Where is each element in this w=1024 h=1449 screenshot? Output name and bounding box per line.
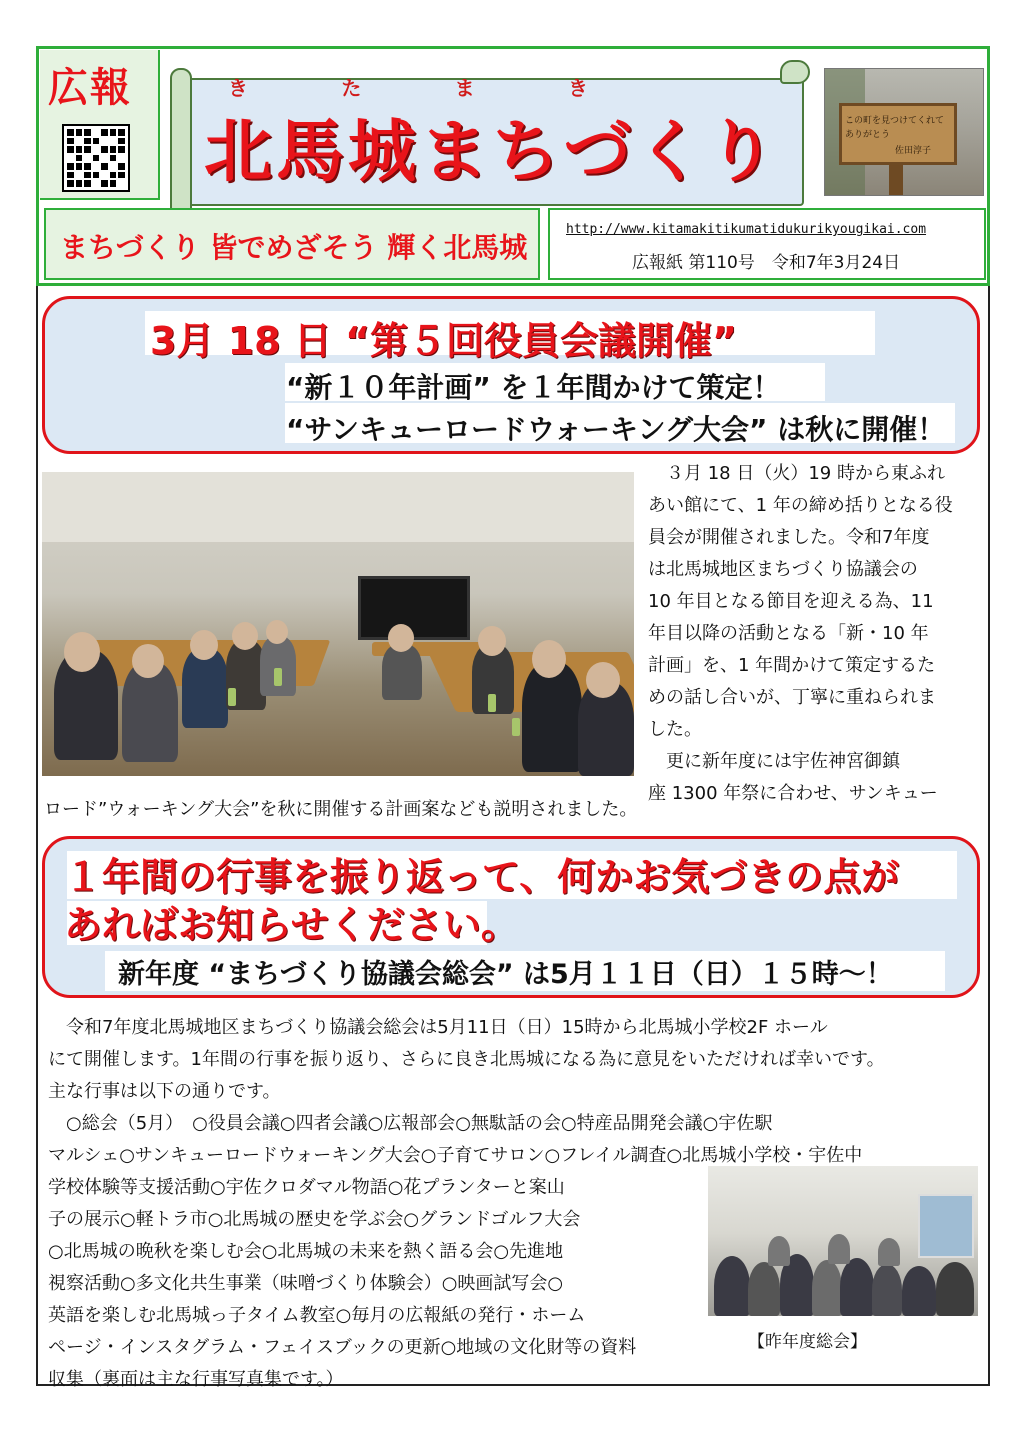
meeting-photo xyxy=(42,472,634,776)
person xyxy=(260,636,296,696)
sign-text: この町を見つけてくれて xyxy=(845,116,945,126)
window xyxy=(918,1194,974,1258)
text-line: ３月 18 日（火）19 時から東ふれ xyxy=(648,463,945,484)
ruby-char: ま xyxy=(454,76,475,100)
bottle xyxy=(274,668,282,686)
person xyxy=(182,648,228,728)
headline-2-title-line1: １年間の行事を振り返って、何かお気づきの点が xyxy=(64,855,900,899)
person-head xyxy=(190,630,218,660)
text-line: マルシェ○サンキューロードウォーキング大会○子育てサロン○フレイル調査○北馬城小学校・宇佐中 xyxy=(48,1145,863,1166)
issue-info: 広報紙 第110号 令和7年3月24日 xyxy=(632,253,901,273)
person xyxy=(714,1256,750,1316)
text-line: ○総会（5月） ○役員会議○四者会議○広報部会○無駄話の会○特産品開発会議○宇佐駅 xyxy=(48,1113,773,1134)
headline-1-sub2: “サンキューロードウォーキング大会” は秋に開催！ xyxy=(286,413,946,446)
text-line: ページ・インスタグラム・フェイスブックの更新○地域の文化財等の資料 xyxy=(48,1337,637,1358)
headline-1-title: 3月 18 日 “第５回役員会議開催” xyxy=(150,319,737,363)
signboard-photo xyxy=(824,68,984,196)
bottle xyxy=(228,688,236,706)
text-line: 子の展示○軽トラ市○北馬城の歴史を学ぶ会○グランドゴルフ大会 xyxy=(48,1209,581,1230)
person-head xyxy=(388,624,414,652)
person xyxy=(382,644,422,700)
person xyxy=(522,662,582,772)
text-line: した。 xyxy=(648,719,702,740)
sign-post xyxy=(889,165,903,196)
article-1-body xyxy=(648,458,988,810)
bottle xyxy=(512,718,520,736)
person-head xyxy=(132,644,164,678)
person xyxy=(748,1262,780,1316)
ruby-char: き xyxy=(567,76,588,100)
person-head xyxy=(266,620,288,644)
scroll-roll-left xyxy=(170,68,192,218)
qr-code-icon[interactable] xyxy=(62,124,130,192)
text-line: 令和7年度北馬城地区まちづくり協議会総会は5月11日（日）15時から北馬城小学校2F ホール xyxy=(48,1017,828,1038)
newsletter-title: 北馬城まちづくり xyxy=(204,113,780,192)
scroll-roll-right xyxy=(780,60,810,84)
headline-2-sub: 新年度 “まちづくり協議会総会” は5月１１日（日）１５時～！ xyxy=(118,959,893,990)
person xyxy=(936,1262,974,1316)
person xyxy=(840,1258,874,1316)
general-meeting-photo xyxy=(708,1166,978,1316)
website-link[interactable]: http://www.kitamakitikumatidukurikyougikai.com xyxy=(566,222,927,237)
text-line: 計画」を、1 年間かけて策定するた xyxy=(648,655,936,676)
headline-2-title-line2: あればお知らせください。 xyxy=(64,903,519,947)
sign-text: 佐田淳子 xyxy=(895,146,932,156)
headline-1-sub1: “新１０年計画” を１年間かけて策定！ xyxy=(286,371,781,404)
person xyxy=(828,1234,850,1264)
article-1-last-line xyxy=(44,794,984,826)
text-line: 英語を楽しむ北馬城っ子タイム教室○毎月の広報紙の発行・ホーム xyxy=(48,1305,586,1326)
text-line: あい館にて、1 年の締め括りとなる役 xyxy=(648,495,953,516)
title-ruby xyxy=(228,72,588,101)
person xyxy=(872,1264,902,1316)
text-line: にて開催します。1年間の行事を振り返り、さらに良き北馬城になる為に意見をいただければ幸いです。 xyxy=(48,1049,885,1070)
sign-text: ありがとう xyxy=(845,130,891,140)
ruby-char: た xyxy=(341,76,362,100)
text-line: 座 1300 年祭に合わせ、サンキュー xyxy=(648,783,938,804)
text-line: は北馬城地区まちづくり協議会の xyxy=(648,559,918,580)
text-line: 学校体験等支援活動○宇佐クロダマル物語○花プランターと案山 xyxy=(48,1177,565,1198)
person xyxy=(902,1266,936,1316)
person-head xyxy=(64,632,100,672)
text-line: 年目以降の活動となる「新・10 年 xyxy=(648,623,929,644)
person xyxy=(768,1236,790,1266)
person xyxy=(812,1260,842,1316)
person-head xyxy=(232,622,258,650)
ruby-char: き xyxy=(228,76,248,100)
text-line: ○北馬城の晩秋を楽しむ会○北馬城の未来を熱く語る会○先進地 xyxy=(48,1241,564,1262)
person-head xyxy=(586,662,620,698)
text-line: めの話し合いが、丁寧に重ねられま xyxy=(648,687,936,708)
kouhou-label: 広報 xyxy=(48,65,132,111)
text-line: 10 年目となる節目を迎える為、11 xyxy=(648,591,934,612)
text-line: 更に新年度には宇佐神宮御鎮 xyxy=(648,751,900,772)
text-line: 収集（裏面は主な行事写真集です。） xyxy=(48,1369,344,1390)
text-line: ロード”ウォーキング大会”を秋に開催する計画案なども説明されました。 xyxy=(44,799,638,820)
article-2-body xyxy=(48,1012,988,1172)
person xyxy=(878,1238,900,1266)
bottle xyxy=(488,694,496,712)
ceiling xyxy=(42,472,634,542)
article-2-events xyxy=(48,1172,698,1396)
person-head xyxy=(478,626,506,656)
text-line: 員会が開催されました。令和7年度 xyxy=(648,527,930,548)
text-line: 視察活動○多文化共生事業（味噌づくり体験会）○映画試写会○ xyxy=(48,1273,564,1294)
person-head xyxy=(532,640,566,678)
text-line: 主な行事は以下の通りです。 xyxy=(48,1081,281,1102)
slogan: まちづくり 皆でめざそう 輝く北馬城 xyxy=(60,231,528,264)
photo-caption: 【昨年度総会】 xyxy=(748,1332,867,1352)
tv-screen xyxy=(358,576,470,640)
